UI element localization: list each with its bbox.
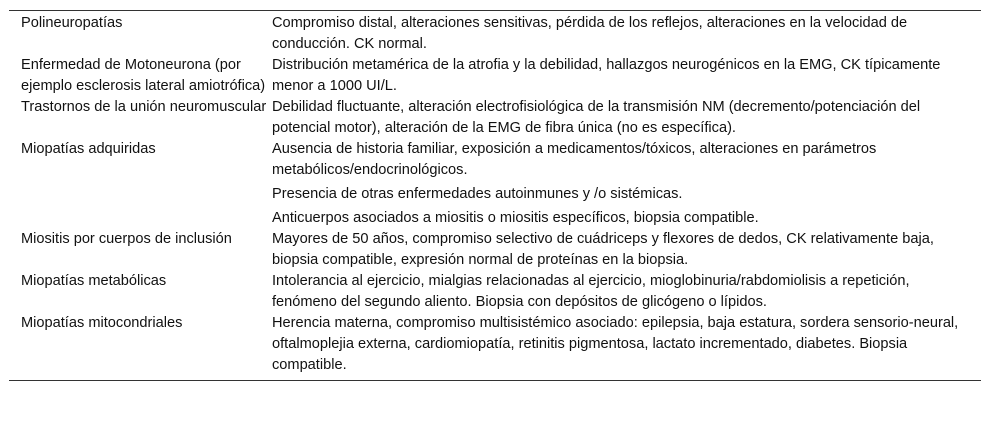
differential-diagnosis-table-container	[9, 10, 981, 381]
table-row	[9, 271, 981, 313]
details-text: Ausencia de historia familiar, exposición a medicamentos/tóxicos, alteraciones en parámetros metabólicos/endocrinológicos.	[272, 141, 877, 178]
details-text: Distribución metamérica de la atrofia y la debilidad, hallazgos neurogénicos en la EMG, CK típicamente menor a 1000 UI/L.	[272, 57, 941, 94]
details-text: Compromiso distal, alteraciones sensitivas, pérdida de los reflejos, alteraciones en la velocidad de conducción. CK normal.	[272, 15, 908, 52]
details-cell	[272, 313, 981, 380]
condition-label: Enfermedad de Motoneurona (por ejemplo esclerosis lateral amiotrófica)	[21, 57, 266, 94]
details-cell	[272, 229, 981, 271]
details-cell	[272, 97, 981, 139]
condition-label: Miopatías metabólicas	[21, 273, 167, 289]
details-cell	[272, 55, 981, 97]
details-text: Anticuerpos asociados a miositis o miositis específicos, biopsia compatible.	[272, 210, 759, 226]
condition-cell	[9, 271, 272, 313]
table-row	[9, 55, 981, 97]
details-text: Mayores de 50 años, compromiso selectivo de cuádriceps y flexores de dedos, CK relativamente baja, biopsia compatible, expresión normal de proteínas en la biopsia.	[272, 231, 934, 268]
differential-diagnosis-table	[9, 11, 981, 380]
table-row	[9, 229, 981, 271]
condition-cell	[9, 11, 272, 55]
condition-label: Miopatías adquiridas	[21, 141, 156, 157]
condition-cell	[9, 229, 272, 271]
condition-cell	[9, 97, 272, 139]
condition-cell	[9, 139, 272, 229]
details-cell	[272, 139, 981, 229]
details-text: Herencia materna, compromiso multisistémico asociado: epilepsia, baja estatura, sordera sensorio-neural, oftalmoplejia externa, cardiomiopatía, retinitis pigmentosa, lactato incrementado, diabetes. Biopsia compatible.	[272, 315, 959, 373]
details-text: Debilidad fluctuante, alteración electrofisiológica de la transmisión NM (decremento/potenciación del potencial motor), alteración de la EMG de fibra única (no es específica).	[272, 99, 921, 136]
details-text: Intolerancia al ejercicio, mialgias relacionadas al ejercicio, mioglobinuria/rabdomiolisis a repetición, fenómeno del segundo aliento. Biopsia con depósitos de glicógeno o lípidos.	[272, 273, 910, 310]
condition-cell	[9, 313, 272, 380]
table-row	[9, 313, 981, 380]
condition-label: Polineuropatías	[21, 15, 123, 31]
table-row	[9, 139, 981, 229]
condition-label: Miositis por cuerpos de inclusión	[21, 231, 232, 247]
details-cell	[272, 11, 981, 55]
condition-label: Miopatías mitocondriales	[21, 315, 183, 331]
table-row	[9, 11, 981, 55]
table-row	[9, 97, 981, 139]
details-text: Presencia de otras enfermedades autoinmunes y /o sistémicas.	[272, 186, 683, 202]
condition-label: Trastornos de la unión neuromuscular	[21, 99, 267, 115]
details-cell	[272, 271, 981, 313]
condition-cell	[9, 55, 272, 97]
